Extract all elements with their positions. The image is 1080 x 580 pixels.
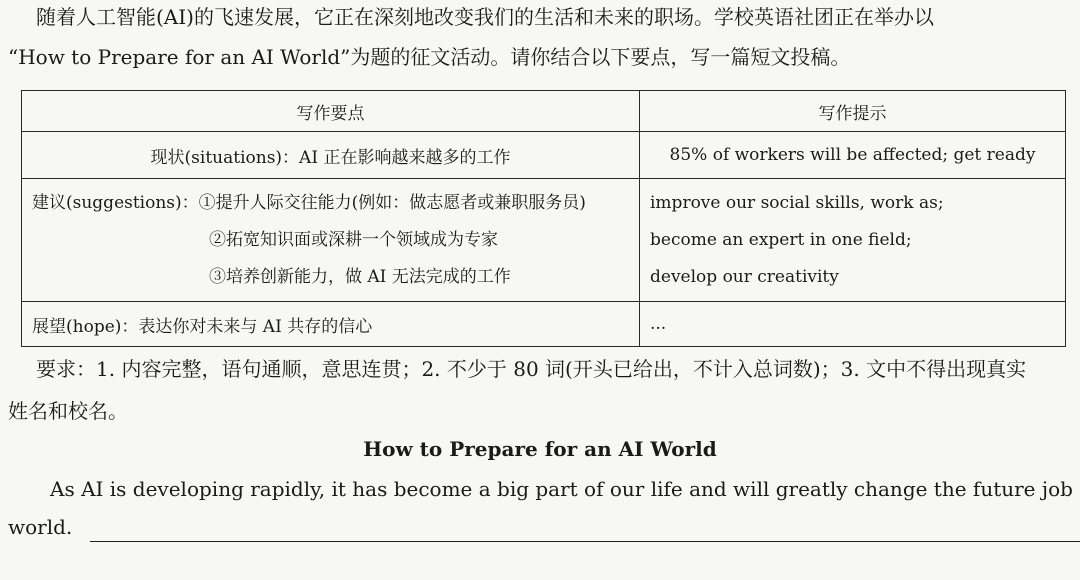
- header-writing-points: 写作要点: [22, 91, 640, 132]
- intro-line-2: “How to Prepare for an AI World”为题的征文活动。请你结合以下要点，写一篇短文投稿。: [8, 45, 851, 69]
- point-situations: 现状(situations)：AI 正在影响越来越多的工作: [22, 132, 640, 179]
- suggestion-3: ③培养创新能力，做 AI 无法完成的工作: [209, 266, 511, 287]
- hint-suggestions: [640, 179, 1066, 302]
- hint-suggestion-3: develop our creativity: [650, 266, 839, 287]
- point-hope: 展望(hope)：表达你对未来与 AI 共存的信心: [22, 302, 640, 347]
- hint-situations: 85% of workers will be affected; get ready: [640, 132, 1066, 179]
- suggestion-2: ②拓宽知识面或深耕一个领域成为专家: [209, 229, 498, 250]
- point-suggestions: [22, 179, 640, 302]
- writing-points-table: [21, 90, 1066, 347]
- essay-opening-line-2: [8, 512, 1080, 542]
- table-row: [22, 132, 1066, 179]
- requirements-line-2: 姓名和校名。: [8, 399, 128, 423]
- essay-title: How to Prepare for an AI World: [363, 437, 717, 461]
- hint-hope: ...: [640, 302, 1066, 347]
- table-row: [22, 302, 1066, 347]
- table-header-row: [22, 91, 1066, 132]
- requirements-line-1: 要求：1. 内容完整，语句通顺，意思连贯；2. 不少于 80 词(开头已给出，不计入总词数)；3. 文中不得出现真实: [36, 357, 1027, 381]
- essay-opening-line-1: As AI is developing rapidly, it has become a big part of our life and will greatly change the future job: [50, 477, 1073, 501]
- suggestion-1: 建议(suggestions)：①提升人际交往能力(例如：做志愿者或兼职服务员): [32, 192, 586, 213]
- answer-blank-line[interactable]: [90, 519, 1080, 542]
- hint-suggestion-1: improve our social skills, work as;: [650, 192, 944, 213]
- header-writing-hints: 写作提示: [640, 91, 1066, 132]
- table-row: [22, 179, 1066, 302]
- intro-line-1: 随着人工智能(AI)的飞速发展，它正在深刻地改变我们的生活和未来的职场。学校英语社团正在举办以: [36, 5, 934, 29]
- hint-suggestion-2: become an expert in one field;: [650, 229, 912, 250]
- essay-opening-end: world.: [8, 515, 73, 539]
